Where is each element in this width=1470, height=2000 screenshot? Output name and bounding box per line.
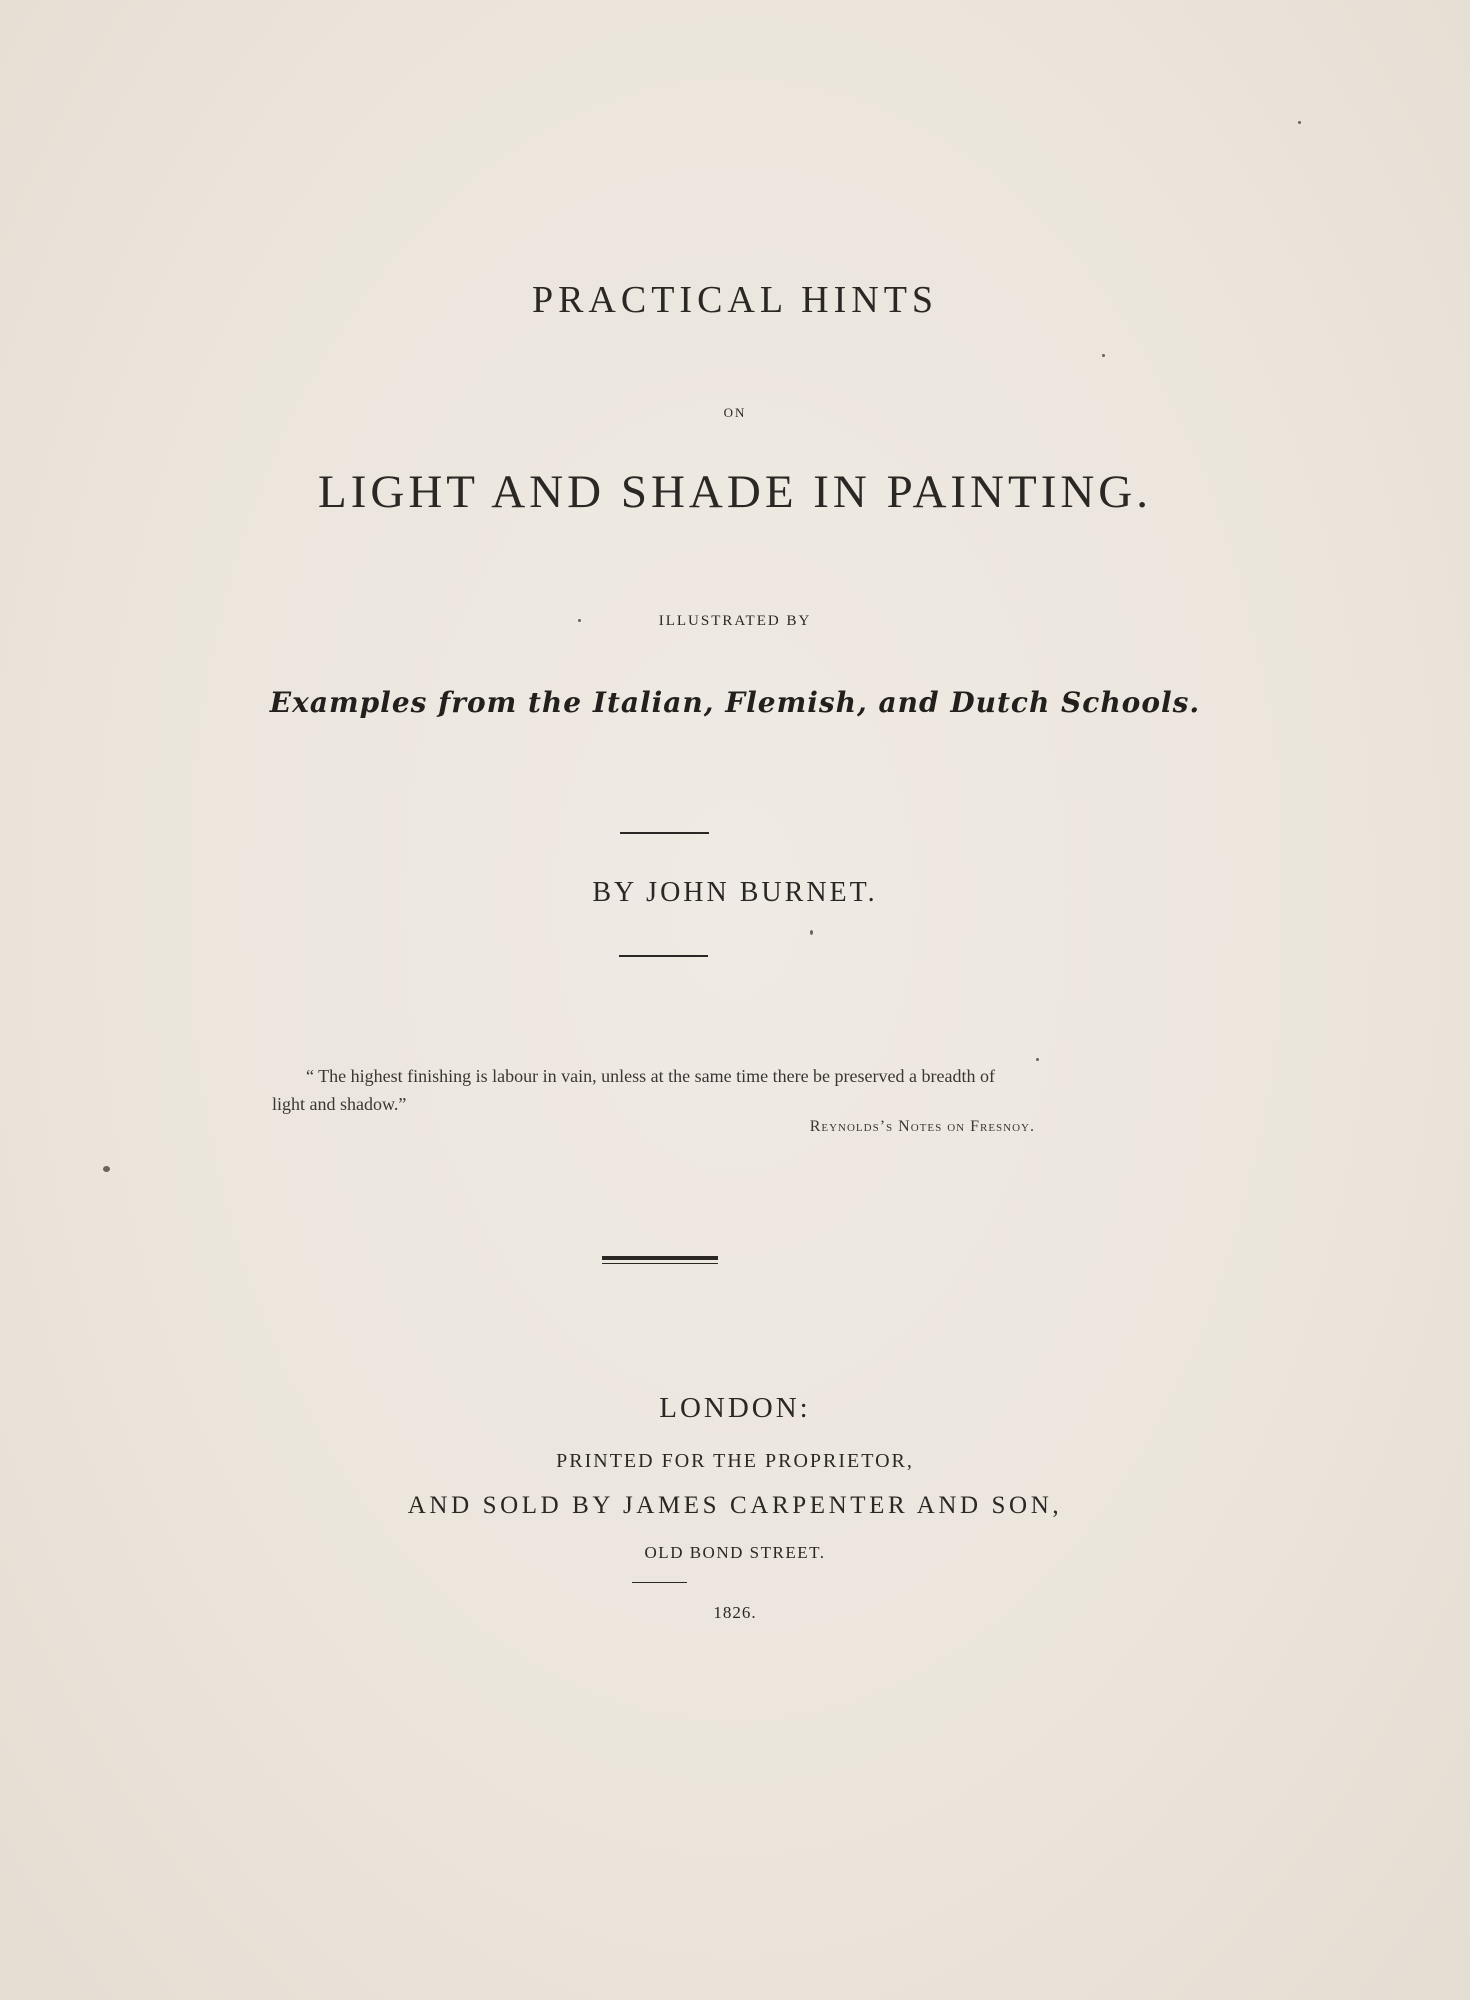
imprint-year: 1826. (713, 1603, 757, 1622)
double-rule-thick (602, 1256, 718, 1260)
imprint-sold-by: AND SOLD BY JAMES CARPENTER AND SON, (407, 1492, 1063, 1519)
imprint-street: OLD BOND STREET. (644, 1543, 826, 1562)
epigraph-source: Reynolds’s Notes on Fresnoy. (809, 1118, 1035, 1135)
rule-above-author (620, 832, 709, 834)
rule-above-year (632, 1582, 687, 1583)
imprint-printed-for: PRINTED FOR THE PROPRIETOR, (556, 1450, 914, 1472)
imprint-city: LONDON: (659, 1392, 811, 1424)
author-line: BY JOHN BURNET. (592, 877, 878, 908)
paper-speck (1102, 354, 1105, 357)
book-title: PRACTICAL HINTS (531, 279, 939, 321)
epigraph-line-2: light and shadow.” (272, 1094, 407, 1114)
paper-speck (103, 1166, 110, 1172)
epigraph (272, 1062, 1057, 1118)
epigraph-line-1: “ The highest finishing is labour in vain, unless at the same time there be preserved a breadth of (306, 1066, 995, 1086)
paper-speck (1036, 1058, 1039, 1061)
title-connector: ON (723, 405, 747, 420)
double-rule-thin (602, 1263, 718, 1264)
rule-below-author (619, 955, 708, 957)
illustrated-by-line: ILLUSTRATED BY (658, 613, 812, 629)
book-subject: LIGHT AND SHADE IN PAINTING. (318, 466, 1152, 518)
paper-speck (1298, 121, 1301, 124)
paper-speck (810, 930, 813, 935)
examples-line: Examples from the Italian, Flemish, and Dutch Schools. (269, 686, 1201, 719)
paper-speck (578, 619, 581, 622)
